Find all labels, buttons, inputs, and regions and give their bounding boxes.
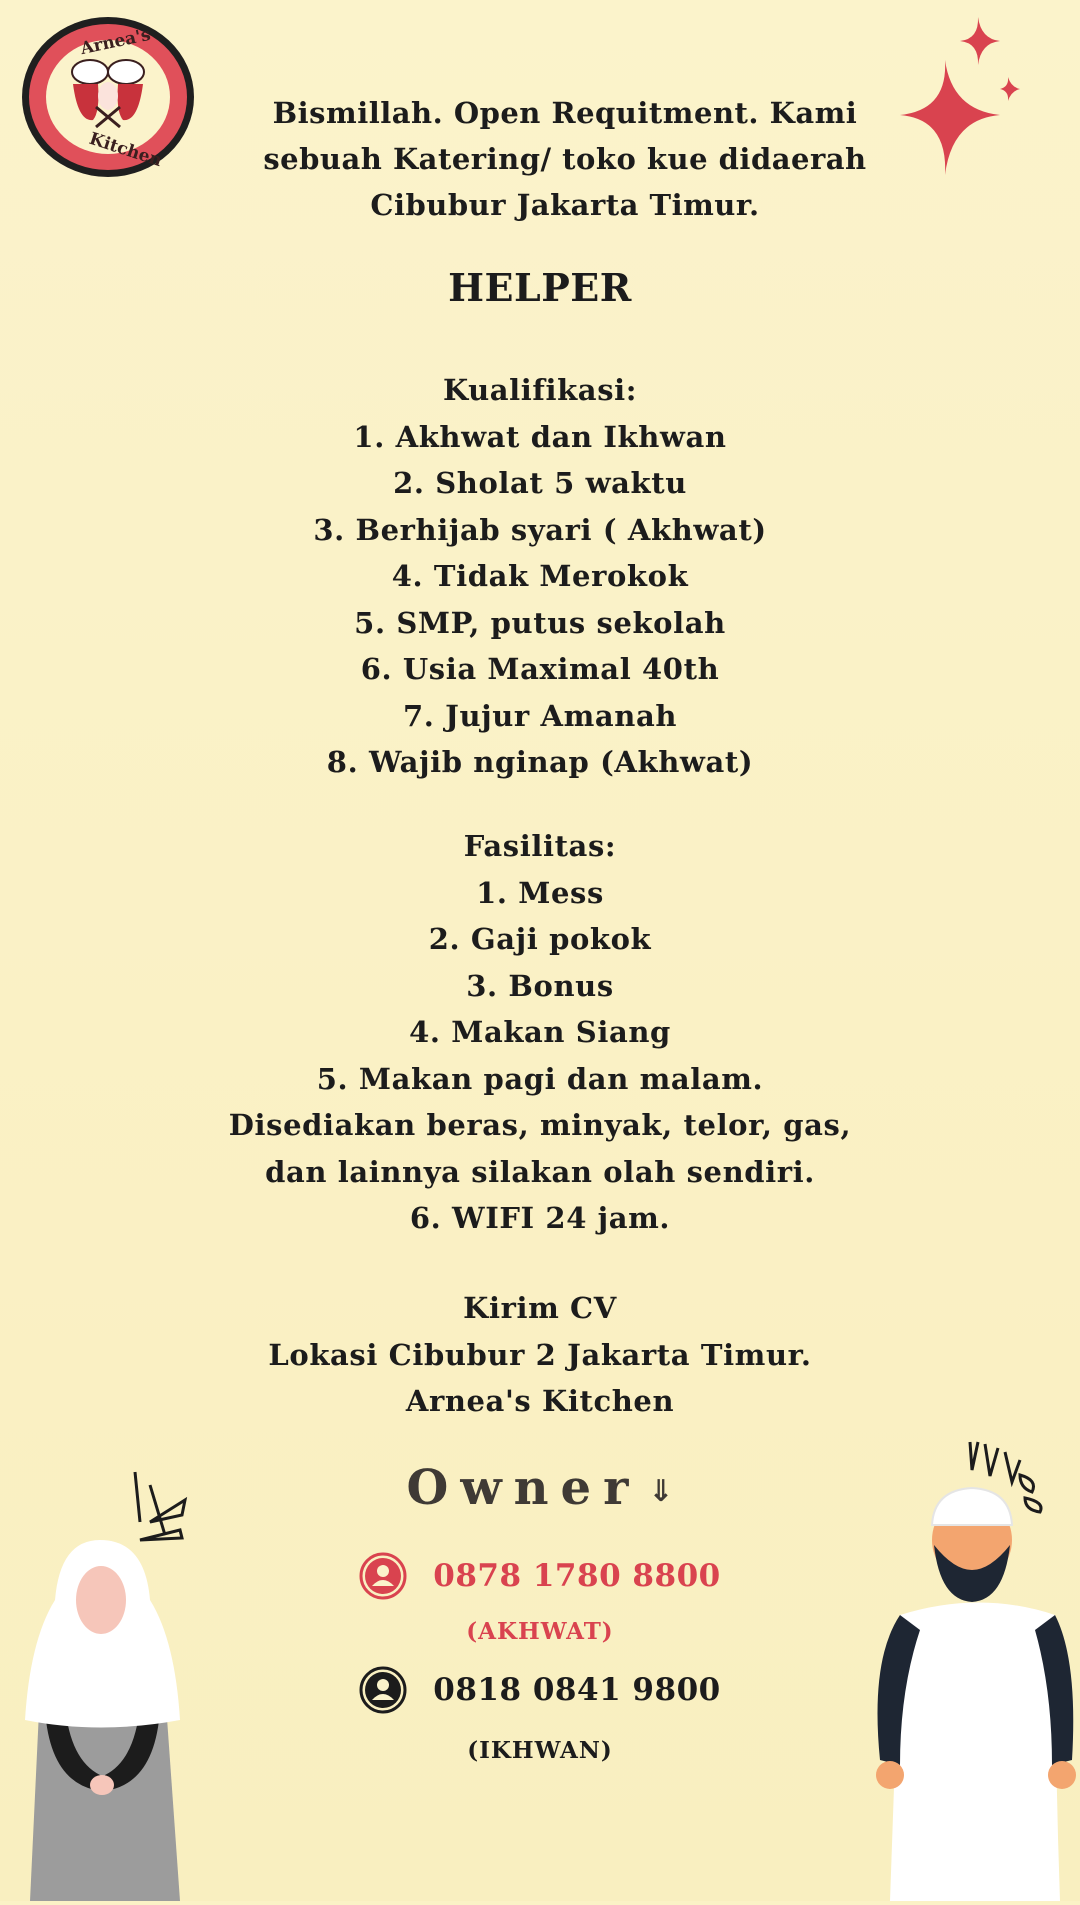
phone-tag-ikhwan: (IKHWAN) (467, 1737, 613, 1764)
list-item: 2. Gaji pokok (428, 922, 652, 956)
list-item: Disediakan beras, minyak, telor, gas, (228, 1108, 852, 1142)
logo-bottom-text: Kitchen (86, 128, 165, 172)
list-item: dan lainnya silakan olah sendiri. (265, 1154, 815, 1189)
contact-line: Kirim CV (463, 1291, 617, 1325)
man-illustration (860, 1430, 1080, 1901)
list-item: 5. Makan pagi dan malam. (316, 1061, 764, 1096)
list-item: 6. Usia Maximal 40th (360, 652, 720, 686)
intro-line: Bismillah. Open Requitment. Kami (272, 96, 858, 130)
arneas-kitchen-logo (18, 12, 198, 182)
list-item: 6. WIFI 24 jam. (409, 1201, 671, 1235)
man-with-kufi-icon (860, 1430, 1080, 1901)
contact-info (0, 1285, 1080, 1425)
woman-illustration (0, 1460, 200, 1901)
person-icon (359, 1552, 407, 1600)
list-item: 3. Berhijab syari ( Akhwat) (313, 512, 767, 547)
phone-number[interactable]: 0878 1780 8800 (433, 1558, 721, 1594)
owner-label: Owner (406, 1460, 641, 1516)
qualifications-heading: Kualifikasi: (442, 373, 638, 407)
list-item: 1. Mess (476, 875, 604, 910)
job-title: HELPER (448, 265, 632, 310)
facilities-heading: Fasilitas: (463, 829, 617, 863)
woman-in-hijab-icon (0, 1460, 200, 1901)
list-item: 8. Wajib nginap (Akhwat) (326, 745, 754, 779)
list-item: 5. SMP, putus sekolah (354, 605, 726, 640)
phone-tag-akhwat: (AKHWAT) (466, 1618, 614, 1645)
list-item: 3. Bonus (466, 968, 614, 1003)
list-item: 1. Akhwat dan Ikhwan (353, 419, 727, 454)
phone-number[interactable]: 0818 0841 9800 (433, 1672, 721, 1708)
list-item: 7. Jujur Amanah (402, 698, 678, 733)
contact-line: Arnea's Kitchen (405, 1384, 675, 1418)
list-item: 2. Sholat 5 waktu (393, 466, 687, 500)
list-item: 4. Tidak Merokok (391, 559, 689, 593)
logo-top-text: Arnea's (78, 24, 153, 60)
contact-line: Lokasi Cibubur 2 Jakarta Timur. (268, 1337, 812, 1372)
sparkle-icon (880, 5, 1040, 185)
sparkle-decoration (880, 5, 1040, 185)
intro-line: sebuah Katering/ toko kue didaerah (263, 142, 867, 176)
person-icon (359, 1666, 407, 1714)
down-arrow-icon: ⇓ (648, 1474, 674, 1509)
facilities-list (0, 823, 1080, 1242)
intro-line: Cibubur Jakarta Timur. (370, 188, 760, 222)
list-item: 4. Makan Siang (409, 1015, 671, 1049)
qualifications-list (0, 367, 1080, 786)
intro-text (230, 90, 900, 228)
